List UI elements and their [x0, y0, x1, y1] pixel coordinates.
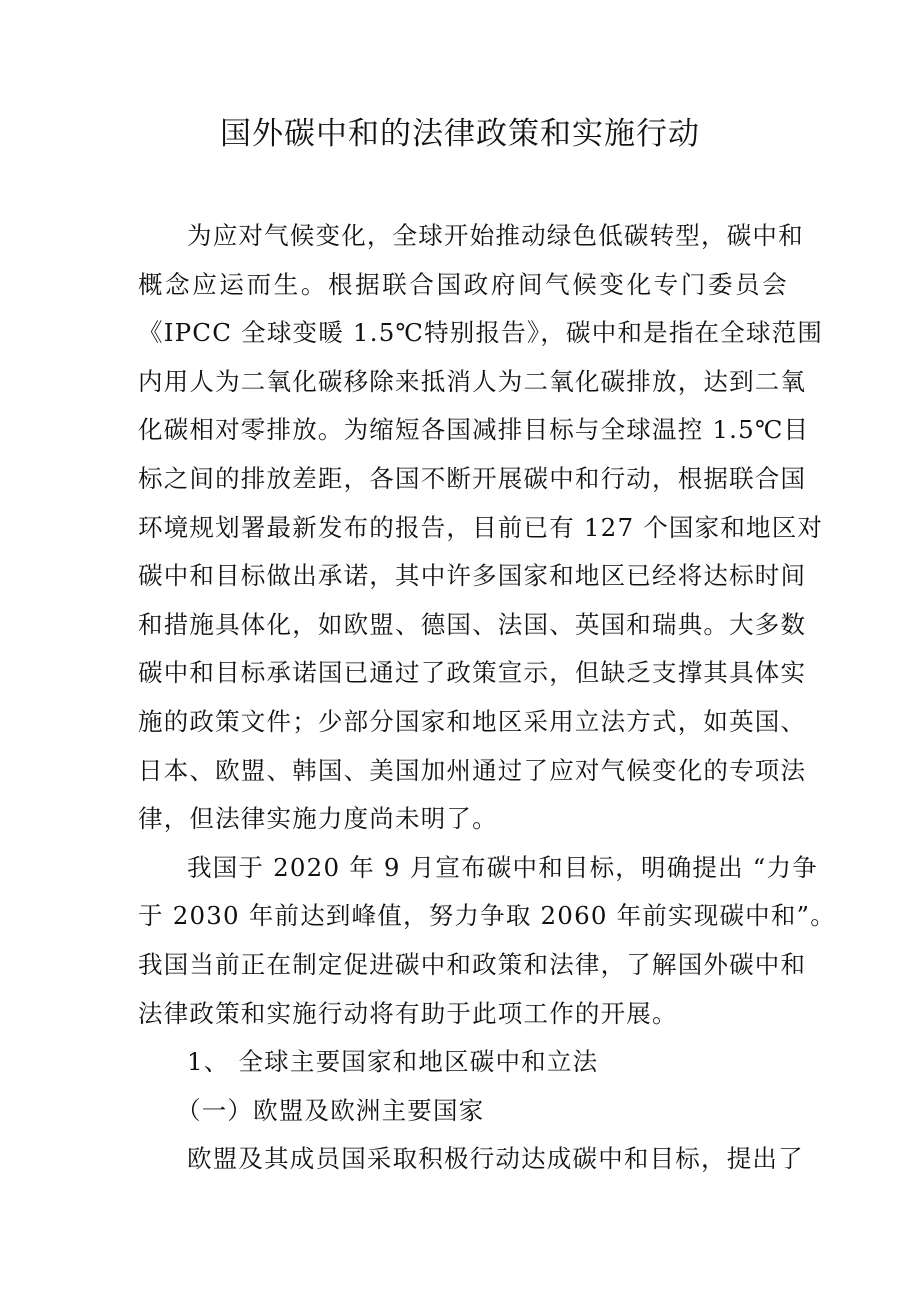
- paragraph-line: 我国于 2020 年 9 月宣布碳中和目标，明确提出 “力争: [187, 852, 818, 882]
- paragraph-line: 环境规划署最新发布的报告，目前已有 127 个国家和地区对: [138, 512, 824, 542]
- paragraph-line: 《IPCC 全球变暖 1.5℃特别报告》，碳中和是指在全球范围: [138, 318, 824, 348]
- document-body: [138, 212, 836, 1184]
- paragraph-line: 律，但法律实施力度尚未明了。: [138, 804, 498, 834]
- section-heading: 1、 全球主要国家和地区碳中和立法: [187, 1047, 599, 1077]
- paragraph-line: 和措施具体化，如欧盟、德国、法国、英国和瑞典。大多数: [138, 609, 807, 639]
- paragraph-line: 标之间的排放差距，各国不断开展碳中和行动，根据联合国: [138, 463, 807, 493]
- paragraph-line: 碳中和目标做出承诺，其中许多国家和地区已经将达标时间: [138, 561, 807, 591]
- paragraph-line: 碳中和目标承诺国已通过了政策宣示，但缺乏支撑其具体实: [138, 658, 807, 688]
- paragraph-line: 于 2030 年前达到峰值，努力争取 2060 年前实现碳中和”。: [138, 901, 836, 931]
- paragraph-line: 法律政策和实施行动将有助于此项工作的开展。: [138, 998, 678, 1028]
- document-title: 国外碳中和的法律政策和实施行动: [220, 116, 700, 152]
- paragraph-line: 日本、欧盟、韩国、美国加州通过了应对气候变化的专项法: [138, 755, 807, 785]
- paragraph-line: 概念应运而生。根据联合国政府间气候变化专门委员会: [138, 269, 788, 299]
- paragraph-line: 化碳相对零排放。为缩短各国减排目标与全球温控 1.5℃目: [138, 415, 810, 445]
- paragraph-line: 为应对气候变化，全球开始推动绿色低碳转型，碳中和: [187, 221, 804, 250]
- paragraph-line: 施的政策文件；少部分国家和地区采用立法方式，如英国、: [138, 706, 807, 736]
- subsection-heading: （一）欧盟及欧洲主要国家: [176, 1095, 485, 1125]
- paragraph-line: 我国当前正在制定促进碳中和政策和法律，了解国外碳中和: [138, 949, 807, 979]
- paragraph-line: 欧盟及其成员国采取积极行动达成碳中和目标，提出了: [187, 1144, 804, 1174]
- paragraph-line: 内用人为二氧化碳移除来抵消人为二氧化碳排放，达到二氧: [138, 366, 807, 396]
